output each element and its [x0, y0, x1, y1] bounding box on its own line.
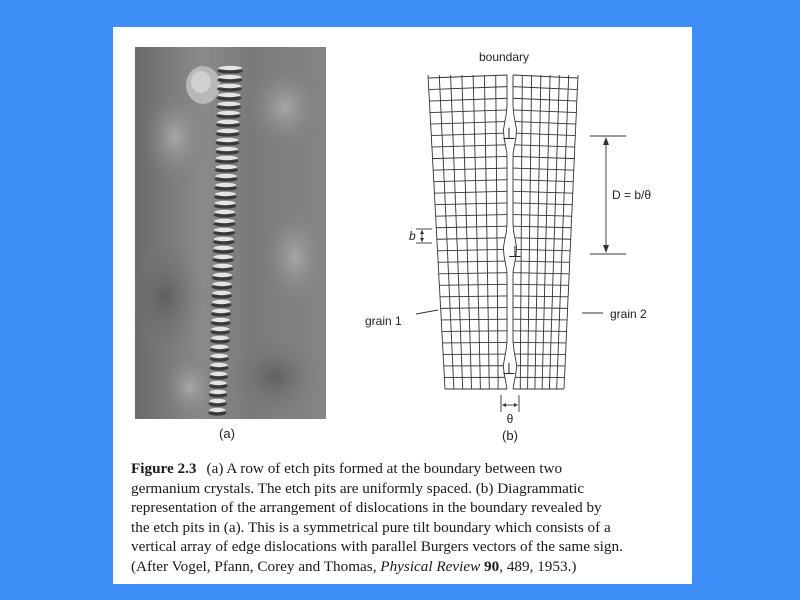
- lattice-column: [451, 75, 463, 389]
- etch-pit-highlight: [211, 354, 228, 358]
- angle-dimension: [501, 395, 519, 412]
- etch-pit-highlight: [209, 399, 225, 403]
- lattice-plane: [430, 110, 507, 113]
- tilt-boundary-diagram: [360, 47, 690, 447]
- etch-pit-highlight: [215, 183, 236, 187]
- etch-pit-highlight: [216, 165, 237, 169]
- etch-pit-highlight: [212, 309, 230, 313]
- lattice-plane: [429, 87, 507, 90]
- micrograph-image: [135, 47, 326, 419]
- grain-1-leader: [416, 310, 438, 314]
- etch-pit-highlight: [217, 129, 239, 133]
- figure-number: Figure 2.3: [131, 460, 197, 477]
- etch-pit-highlight: [215, 201, 236, 205]
- etch-pit-highlight: [218, 66, 242, 70]
- etch-pit-highlight: [216, 147, 238, 151]
- etch-pit-highlight: [211, 345, 229, 349]
- lattice-column: [503, 75, 507, 389]
- etch-pit-highlight: [209, 408, 225, 412]
- caption-line-6: [131, 557, 683, 577]
- etch-pit-highlight: [212, 318, 230, 322]
- etch-pit-highlight: [215, 192, 236, 196]
- panel-a-label: (a): [219, 426, 235, 441]
- panel-b-label: (b): [502, 428, 518, 443]
- lattice-column: [549, 75, 559, 389]
- etch-pit-highlight: [218, 84, 241, 88]
- etch-pit-highlight: [218, 75, 241, 79]
- etch-pit-highlight: [212, 291, 231, 295]
- etch-pit-highlight: [212, 300, 230, 304]
- caption-line-3: representation of the arrangement of dislocations in the boundary revealed by: [131, 499, 602, 517]
- etch-pit-highlight: [211, 336, 229, 340]
- caption-line-4: the etch pits in (a). This is a symmetrical pure tilt boundary which consists of a: [131, 518, 611, 536]
- etch-pit-highlight: [210, 372, 227, 376]
- etch-pit-highlight: [217, 102, 240, 106]
- etch-pit-highlight: [214, 237, 234, 241]
- caption-line-5: vertical array of edge dislocations with parallel Burgers vectors of the same sign.: [131, 538, 623, 556]
- etch-pit-highlight: [216, 174, 237, 178]
- etch-pit-highlight: [213, 264, 232, 268]
- etch-pit-highlight: [216, 138, 238, 142]
- etch-pit-highlight: [213, 273, 232, 277]
- caption-line-1: [131, 459, 683, 479]
- boundary-label: boundary: [478, 50, 530, 64]
- lattice-grid: [428, 75, 578, 389]
- etch-pit-highlight: [213, 255, 232, 259]
- dislocation-marks: [502, 126, 522, 378]
- burgers-label: b: [409, 229, 416, 243]
- grain-1-label: grain 1: [365, 314, 402, 328]
- lattice-column: [557, 75, 569, 389]
- grain-2-label: grain 2: [610, 307, 647, 321]
- caption-line-2: germanium crystals. The etch pits are uniformly spaced. (b) Diagrammatic: [131, 479, 585, 497]
- etch-pit-highlight: [210, 390, 227, 394]
- caption-text-6a: (After Vogel, Pfann, Corey and Thomas,: [131, 557, 377, 575]
- spacing-label: D = b/θ: [612, 188, 652, 202]
- etch-pit-micrograph: [135, 47, 326, 419]
- etch-pit-highlight: [213, 282, 232, 286]
- lattice-column: [462, 75, 472, 389]
- dislocation-symbol: ⊥: [508, 244, 522, 261]
- journal-name: Physical Review: [380, 557, 481, 575]
- etch-pit-highlight: [210, 381, 227, 385]
- etch-pit-highlight: [214, 246, 234, 250]
- lattice-column: [542, 75, 550, 389]
- etch-pit-highlight: [211, 327, 229, 331]
- dislocation-symbol: ⊥: [502, 126, 516, 143]
- etch-pit-highlight: [216, 156, 238, 160]
- etch-pit-highlight: [214, 228, 234, 232]
- etch-pit-highlight: [214, 219, 234, 223]
- lattice-plane: [428, 75, 507, 78]
- lattice-column: [564, 75, 578, 389]
- angle-label: θ: [506, 412, 514, 426]
- caption-text-1: (a) A row of etch pits formed at the boundary between two: [206, 460, 563, 477]
- etch-pit-highlight: [218, 93, 241, 97]
- journal-volume: 90: [484, 557, 500, 575]
- burgers-dimension: [416, 229, 432, 243]
- dislocation-symbol: ⊥: [502, 361, 516, 378]
- etch-pit-highlight: [217, 111, 240, 115]
- etch-pit-highlight: [215, 210, 235, 214]
- lattice-column: [513, 75, 517, 389]
- etch-pit-highlight: [210, 363, 227, 367]
- lattice-column: [428, 75, 445, 389]
- figure-caption: [131, 459, 683, 577]
- lattice-column: [439, 75, 454, 389]
- lattice-plane: [441, 308, 507, 309]
- lattice-plane: [442, 331, 507, 332]
- caption-text-6b: , 489, 1953.): [499, 557, 577, 575]
- lattice-plane: [436, 215, 507, 217]
- etch-pit-highlight: [217, 120, 239, 124]
